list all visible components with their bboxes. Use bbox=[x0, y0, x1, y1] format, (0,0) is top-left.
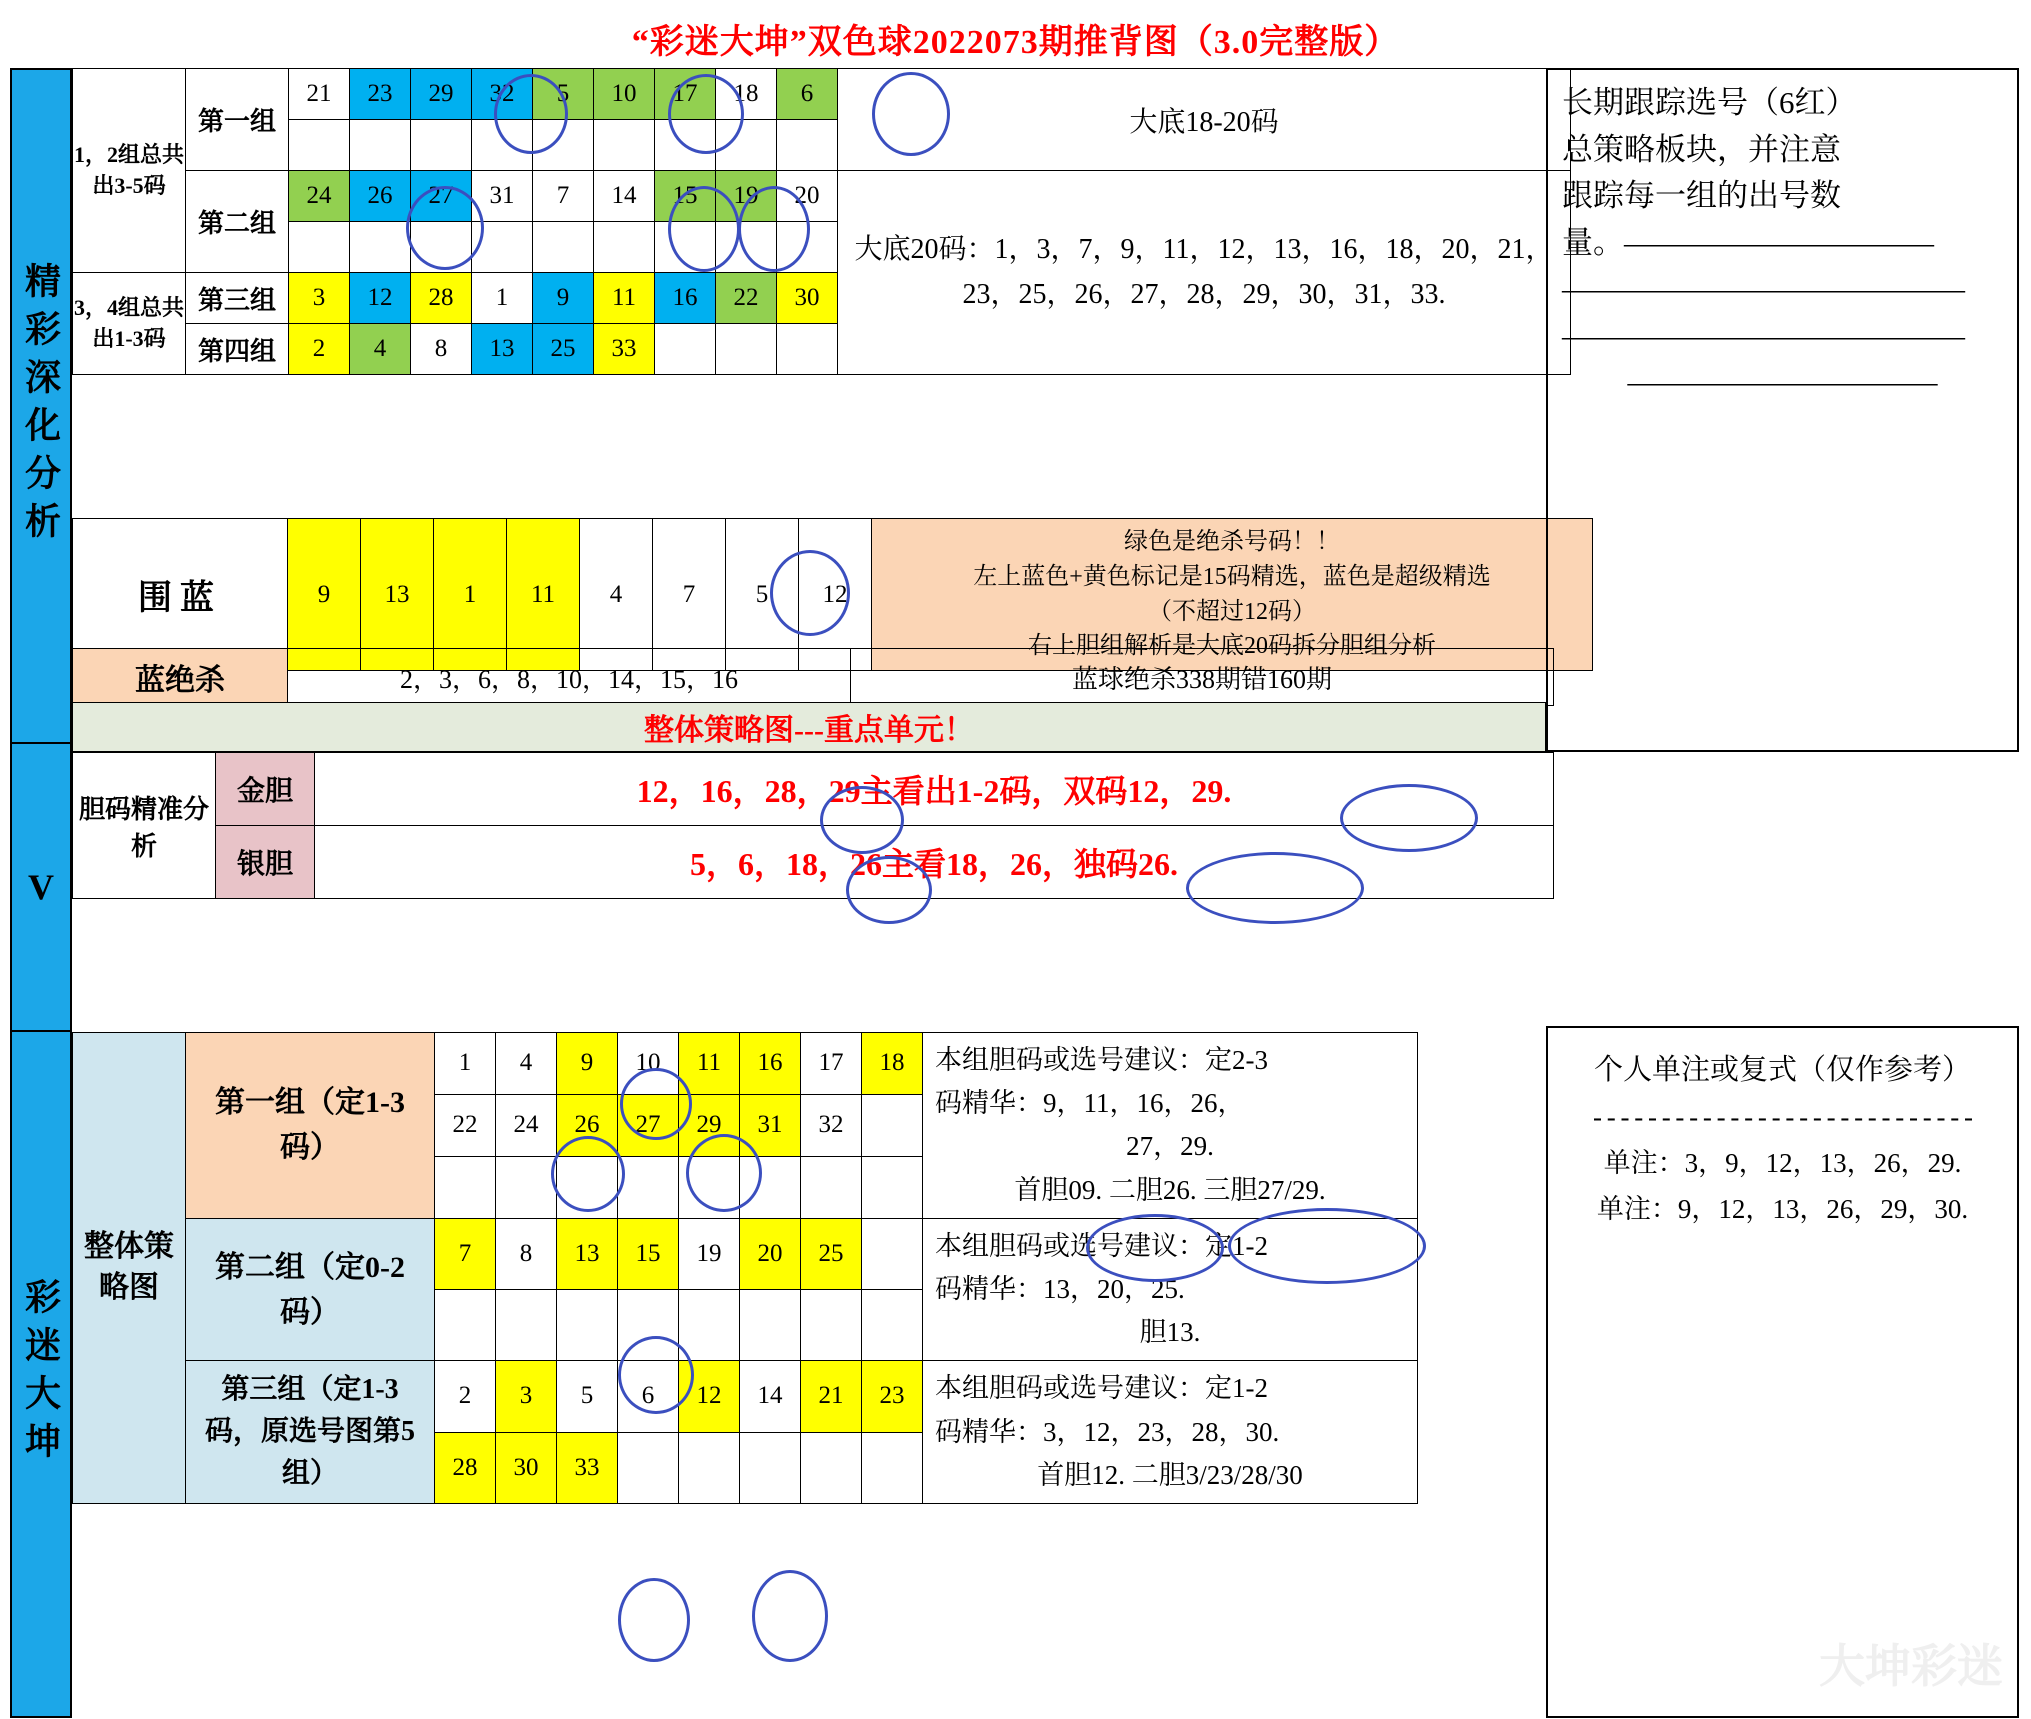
right-panel-bottom bbox=[1546, 1026, 2019, 1718]
g1-c0: 21 bbox=[289, 69, 350, 120]
g1-b7 bbox=[716, 120, 777, 171]
b2-r2-c6 bbox=[801, 1290, 862, 1361]
b3-advice-3: 首胆12. 二胆3/23/28/30 bbox=[1037, 1459, 1303, 1490]
left-band-mid bbox=[10, 744, 72, 1032]
b1-r3-c4 bbox=[679, 1156, 740, 1218]
strategy-banner-text: 整体策略图---重点单元！ bbox=[644, 714, 974, 747]
weilan-c2: 1 bbox=[434, 519, 507, 671]
g1-b1 bbox=[350, 120, 411, 171]
b1-r2-c3: 27 bbox=[618, 1094, 679, 1156]
b3-advice-1: 本组胆码或选号建议：定1-2 bbox=[935, 1373, 1268, 1404]
weilan-c1: 13 bbox=[361, 519, 434, 671]
b1-r1-c4: 11 bbox=[679, 1033, 740, 1095]
b1-r2-c7 bbox=[862, 1094, 923, 1156]
b3-r2-c6 bbox=[801, 1432, 862, 1503]
b3-r1-c1: 3 bbox=[496, 1361, 557, 1432]
g3-c6: 16 bbox=[655, 273, 716, 324]
b2-advice-2: 码精华：13，20，25. bbox=[935, 1273, 1185, 1304]
sheet bbox=[0, 68, 2031, 1718]
g1-c5: 10 bbox=[594, 69, 655, 120]
g4-c8 bbox=[777, 324, 838, 375]
dadi-20: 大底20码：1，3，7，9，11，12，13，16，18，20，21，23，25，26，27，28，29，30，31，33. bbox=[838, 171, 1571, 375]
b1-r3-c2 bbox=[557, 1156, 618, 1218]
rp-line-3: 跟踪每一组的出号数 bbox=[1562, 178, 1841, 213]
b1-r3-c6 bbox=[801, 1156, 862, 1218]
g2-c6: 15 bbox=[655, 171, 716, 222]
weilan-c4: 4 bbox=[580, 519, 653, 671]
watermark: 大坤彩迷 bbox=[1819, 1640, 2003, 1692]
b2-r2-c3 bbox=[618, 1290, 679, 1361]
b1-r3-c3 bbox=[618, 1156, 679, 1218]
rp-line-6: ————————————— bbox=[1562, 317, 1965, 353]
g4-c5: 33 bbox=[594, 324, 655, 375]
b2-r2-c2 bbox=[557, 1290, 618, 1361]
g4-c0: 2 bbox=[289, 324, 350, 375]
b3-r2-c1: 30 bbox=[496, 1432, 557, 1503]
b1-r1-c3: 10 bbox=[618, 1033, 679, 1095]
g1-b6 bbox=[655, 120, 716, 171]
rp-line-2: 总策略板块，并注意 bbox=[1562, 131, 1841, 167]
dan-row-label: 胆码精准分析 bbox=[73, 753, 216, 899]
weilan-c3: 11 bbox=[507, 519, 580, 671]
b3-r1-c3: 6 bbox=[618, 1361, 679, 1432]
b1-r1-c1: 4 bbox=[496, 1033, 557, 1095]
g2-c4: 7 bbox=[533, 171, 594, 222]
b3-r1-c7: 23 bbox=[862, 1361, 923, 1432]
b1-r1-c7: 18 bbox=[862, 1033, 923, 1095]
g2-c2: 27 bbox=[411, 171, 472, 222]
left-band-top bbox=[10, 68, 72, 744]
g3-c4: 9 bbox=[533, 273, 594, 324]
b1-advice-4: 首胆09. 二胆26. 三胆27/29. bbox=[1014, 1174, 1326, 1205]
g4-c2: 8 bbox=[411, 324, 472, 375]
row-label-g1: 第一组 bbox=[186, 69, 289, 171]
group12-label: 1，2组总共出3-5码 bbox=[73, 69, 186, 273]
g2-c3: 31 bbox=[472, 171, 533, 222]
row-label-g4: 第四组 bbox=[186, 324, 289, 375]
lanjuesha-numbers: 2，3，6，8，10，14，15，16 bbox=[288, 649, 851, 706]
left-band-bottom-label: 彩迷大坤 bbox=[20, 1278, 61, 1470]
g3-c2: 28 bbox=[411, 273, 472, 324]
g4-c3: 13 bbox=[472, 324, 533, 375]
right-panel-top bbox=[1546, 68, 2019, 752]
g1-b3 bbox=[472, 120, 533, 171]
b1-r3-c7 bbox=[862, 1156, 923, 1218]
g1-c6: 17 bbox=[655, 69, 716, 120]
gold-value: 12，16，28，29主看出1-2码，双码12，29. bbox=[636, 773, 1232, 809]
g2-c1: 26 bbox=[350, 171, 411, 222]
weilan-c5: 7 bbox=[653, 519, 726, 671]
rpb-line-1: 单注：3，9，12，13，26，29. bbox=[1603, 1148, 1962, 1179]
b1-r2-c6: 32 bbox=[801, 1094, 862, 1156]
g2-b8 bbox=[777, 222, 838, 273]
g2-b1 bbox=[350, 222, 411, 273]
g2-b0 bbox=[289, 222, 350, 273]
b3-r2-c2: 33 bbox=[557, 1432, 618, 1503]
g1-b4 bbox=[533, 120, 594, 171]
dan-table bbox=[72, 752, 1554, 899]
g1-c4: 5 bbox=[533, 69, 594, 120]
g2-b7 bbox=[716, 222, 777, 273]
b2-r1-c6: 25 bbox=[801, 1218, 862, 1289]
g2-c0: 24 bbox=[289, 171, 350, 222]
g1-c3: 32 bbox=[472, 69, 533, 120]
b1-advice-2: 码精华：9，11，16，26， bbox=[935, 1088, 1245, 1119]
g2-b6 bbox=[655, 222, 716, 273]
b1-advice-1: 本组胆码或选号建议：定2-3 bbox=[935, 1045, 1268, 1075]
g1-c8: 6 bbox=[777, 69, 838, 120]
b1-r2-c1: 24 bbox=[496, 1094, 557, 1156]
group34-label: 3，4组总共出1-3码 bbox=[73, 273, 186, 375]
lanjuesha-table bbox=[72, 648, 1554, 706]
rp-line-4: 量。—————————— bbox=[1562, 224, 1934, 260]
g2-c8: 20 bbox=[777, 171, 838, 222]
silver-label: 银胆 bbox=[216, 826, 315, 899]
b3-r2-c4 bbox=[679, 1432, 740, 1503]
g4-c1: 4 bbox=[350, 324, 411, 375]
g1-b2 bbox=[411, 120, 472, 171]
b1-advice-3: 27，29. bbox=[1126, 1131, 1214, 1162]
g4-c7 bbox=[716, 324, 777, 375]
b1-r2-c2: 26 bbox=[557, 1094, 618, 1156]
b1-r1-c5: 16 bbox=[740, 1033, 801, 1095]
b2-advice-3: 胆13. bbox=[1139, 1317, 1201, 1348]
g2-b4 bbox=[533, 222, 594, 273]
row-label-g3: 第三组 bbox=[186, 273, 289, 324]
b2-r2-c1 bbox=[496, 1290, 557, 1361]
rp-line-1: 长期跟踪选号（6红） bbox=[1562, 85, 1857, 120]
b2-r2-c7 bbox=[862, 1290, 923, 1361]
lanjuesha-label: 蓝绝杀 bbox=[73, 649, 288, 706]
page-title: “彩迷大坤”双色球2022073期推背图（3.0完整版） bbox=[631, 24, 1400, 61]
g1-c2: 29 bbox=[411, 69, 472, 120]
g3-c5: 11 bbox=[594, 273, 655, 324]
weilan-note-4: 右上胆组解析是大底20码拆分胆组分析 bbox=[1028, 633, 1436, 660]
bottom-group3-name: 第三组（定1-3码，原选号图第5组） bbox=[186, 1361, 435, 1504]
gold-label: 金胆 bbox=[216, 753, 315, 826]
lanjuesha-right: 蓝球绝杀338期错160期 bbox=[851, 649, 1554, 706]
b2-r1-c0: 7 bbox=[435, 1218, 496, 1289]
left-band-bottom bbox=[10, 1032, 72, 1718]
left-band-mid-label: V bbox=[28, 867, 54, 907]
bottom-strategy-table bbox=[72, 1032, 1418, 1504]
g1-b0 bbox=[289, 120, 350, 171]
b3-r1-c6: 21 bbox=[801, 1361, 862, 1432]
rpb-line-2: 单注：9，12，13，26，29，30. bbox=[1596, 1194, 1969, 1225]
rp-line-7: —————————— bbox=[1627, 364, 1938, 399]
b2-r1-c4: 19 bbox=[679, 1218, 740, 1289]
bottom-side-label: 整体策略图 bbox=[73, 1033, 186, 1504]
groups-table bbox=[72, 68, 1571, 375]
rp-line-5: ————————————— bbox=[1562, 271, 1965, 306]
g2-c5: 14 bbox=[594, 171, 655, 222]
b3-r2-c3 bbox=[618, 1432, 679, 1503]
g3-c0: 3 bbox=[289, 273, 350, 324]
b3-r2-c7 bbox=[862, 1432, 923, 1503]
weilan-label: 围蓝 bbox=[73, 519, 288, 671]
g2-b5 bbox=[594, 222, 655, 273]
g3-c8: 30 bbox=[777, 273, 838, 324]
circle-annotation-6-b3 bbox=[618, 1578, 690, 1662]
b3-r1-c0: 2 bbox=[435, 1361, 496, 1432]
g1-b5 bbox=[594, 120, 655, 171]
b1-r3-c0 bbox=[435, 1156, 496, 1218]
b3-r1-c2: 5 bbox=[557, 1361, 618, 1432]
b1-r1-c0: 1 bbox=[435, 1033, 496, 1095]
b2-r1-c2: 13 bbox=[557, 1218, 618, 1289]
g2-c7: 19 bbox=[716, 171, 777, 222]
b1-r1-c2: 9 bbox=[557, 1033, 618, 1095]
g3-c7: 22 bbox=[716, 273, 777, 324]
g4-c4: 25 bbox=[533, 324, 594, 375]
left-band-top-label: 精彩深化分析 bbox=[20, 262, 61, 550]
b1-r2-c0: 22 bbox=[435, 1094, 496, 1156]
b2-r1-c5: 20 bbox=[740, 1218, 801, 1289]
g2-b3 bbox=[472, 222, 533, 273]
b1-r1-c6: 17 bbox=[801, 1033, 862, 1095]
b2-r2-c4 bbox=[679, 1290, 740, 1361]
rpb-title: 个人单注或复式（仅作参考） bbox=[1593, 1054, 1971, 1086]
b1-r3-c1 bbox=[496, 1156, 557, 1218]
weilan-c7: 12 bbox=[799, 519, 872, 671]
b1-r2-c4: 29 bbox=[679, 1094, 740, 1156]
g3-c1: 12 bbox=[350, 273, 411, 324]
b3-r1-c4: 12 bbox=[679, 1361, 740, 1432]
weilan-c6: 5 bbox=[726, 519, 799, 671]
b3-r2-c0: 28 bbox=[435, 1432, 496, 1503]
weilan-c0: 9 bbox=[288, 519, 361, 671]
b2-r1-c3: 15 bbox=[618, 1218, 679, 1289]
weilan-note-1: 绿色是绝杀号码！！ bbox=[1124, 529, 1340, 555]
g1-c1: 23 bbox=[350, 69, 411, 120]
dadi-18-20: 大底18-20码 bbox=[838, 69, 1571, 171]
b2-r1-c1: 8 bbox=[496, 1218, 557, 1289]
silver-value: 5，6，18，26主看18，26，独码26. bbox=[689, 846, 1178, 882]
b1-r3-c5 bbox=[740, 1156, 801, 1218]
g4-c6 bbox=[655, 324, 716, 375]
b3-r2-c5 bbox=[740, 1432, 801, 1503]
bottom-group2-name: 第二组（定0-2码） bbox=[186, 1218, 435, 1361]
weilan-note-3: （不超过12码） bbox=[1148, 598, 1316, 625]
weilan-note-2: 左上蓝色+黄色标记是15码精选，蓝色是超级精选 bbox=[973, 563, 1491, 590]
bottom-group1-name: 第一组（定1-3码） bbox=[186, 1033, 435, 1219]
strategy-banner bbox=[72, 702, 1546, 752]
b2-r1-c7 bbox=[862, 1218, 923, 1289]
b2-r2-c0 bbox=[435, 1290, 496, 1361]
b2-advice-1: 本组胆码或选号建议：定1-2 bbox=[935, 1230, 1268, 1261]
row-label-g2: 第二组 bbox=[186, 171, 289, 273]
b1-r2-c5: 31 bbox=[740, 1094, 801, 1156]
b2-r2-c5 bbox=[740, 1290, 801, 1361]
g1-c7: 18 bbox=[716, 69, 777, 120]
g3-c3: 1 bbox=[472, 273, 533, 324]
b3-r1-c5: 14 bbox=[740, 1361, 801, 1432]
b3-advice-2: 码精华：3，12，23，28，30. bbox=[935, 1416, 1280, 1447]
rpb-divider: - - - - - - - - - - - - - - - - - - - - - - - - - - - - bbox=[1592, 1102, 1972, 1133]
g2-b2 bbox=[411, 222, 472, 273]
circle-annotation-14-b3 bbox=[752, 1570, 828, 1662]
g1-b8 bbox=[777, 120, 838, 171]
